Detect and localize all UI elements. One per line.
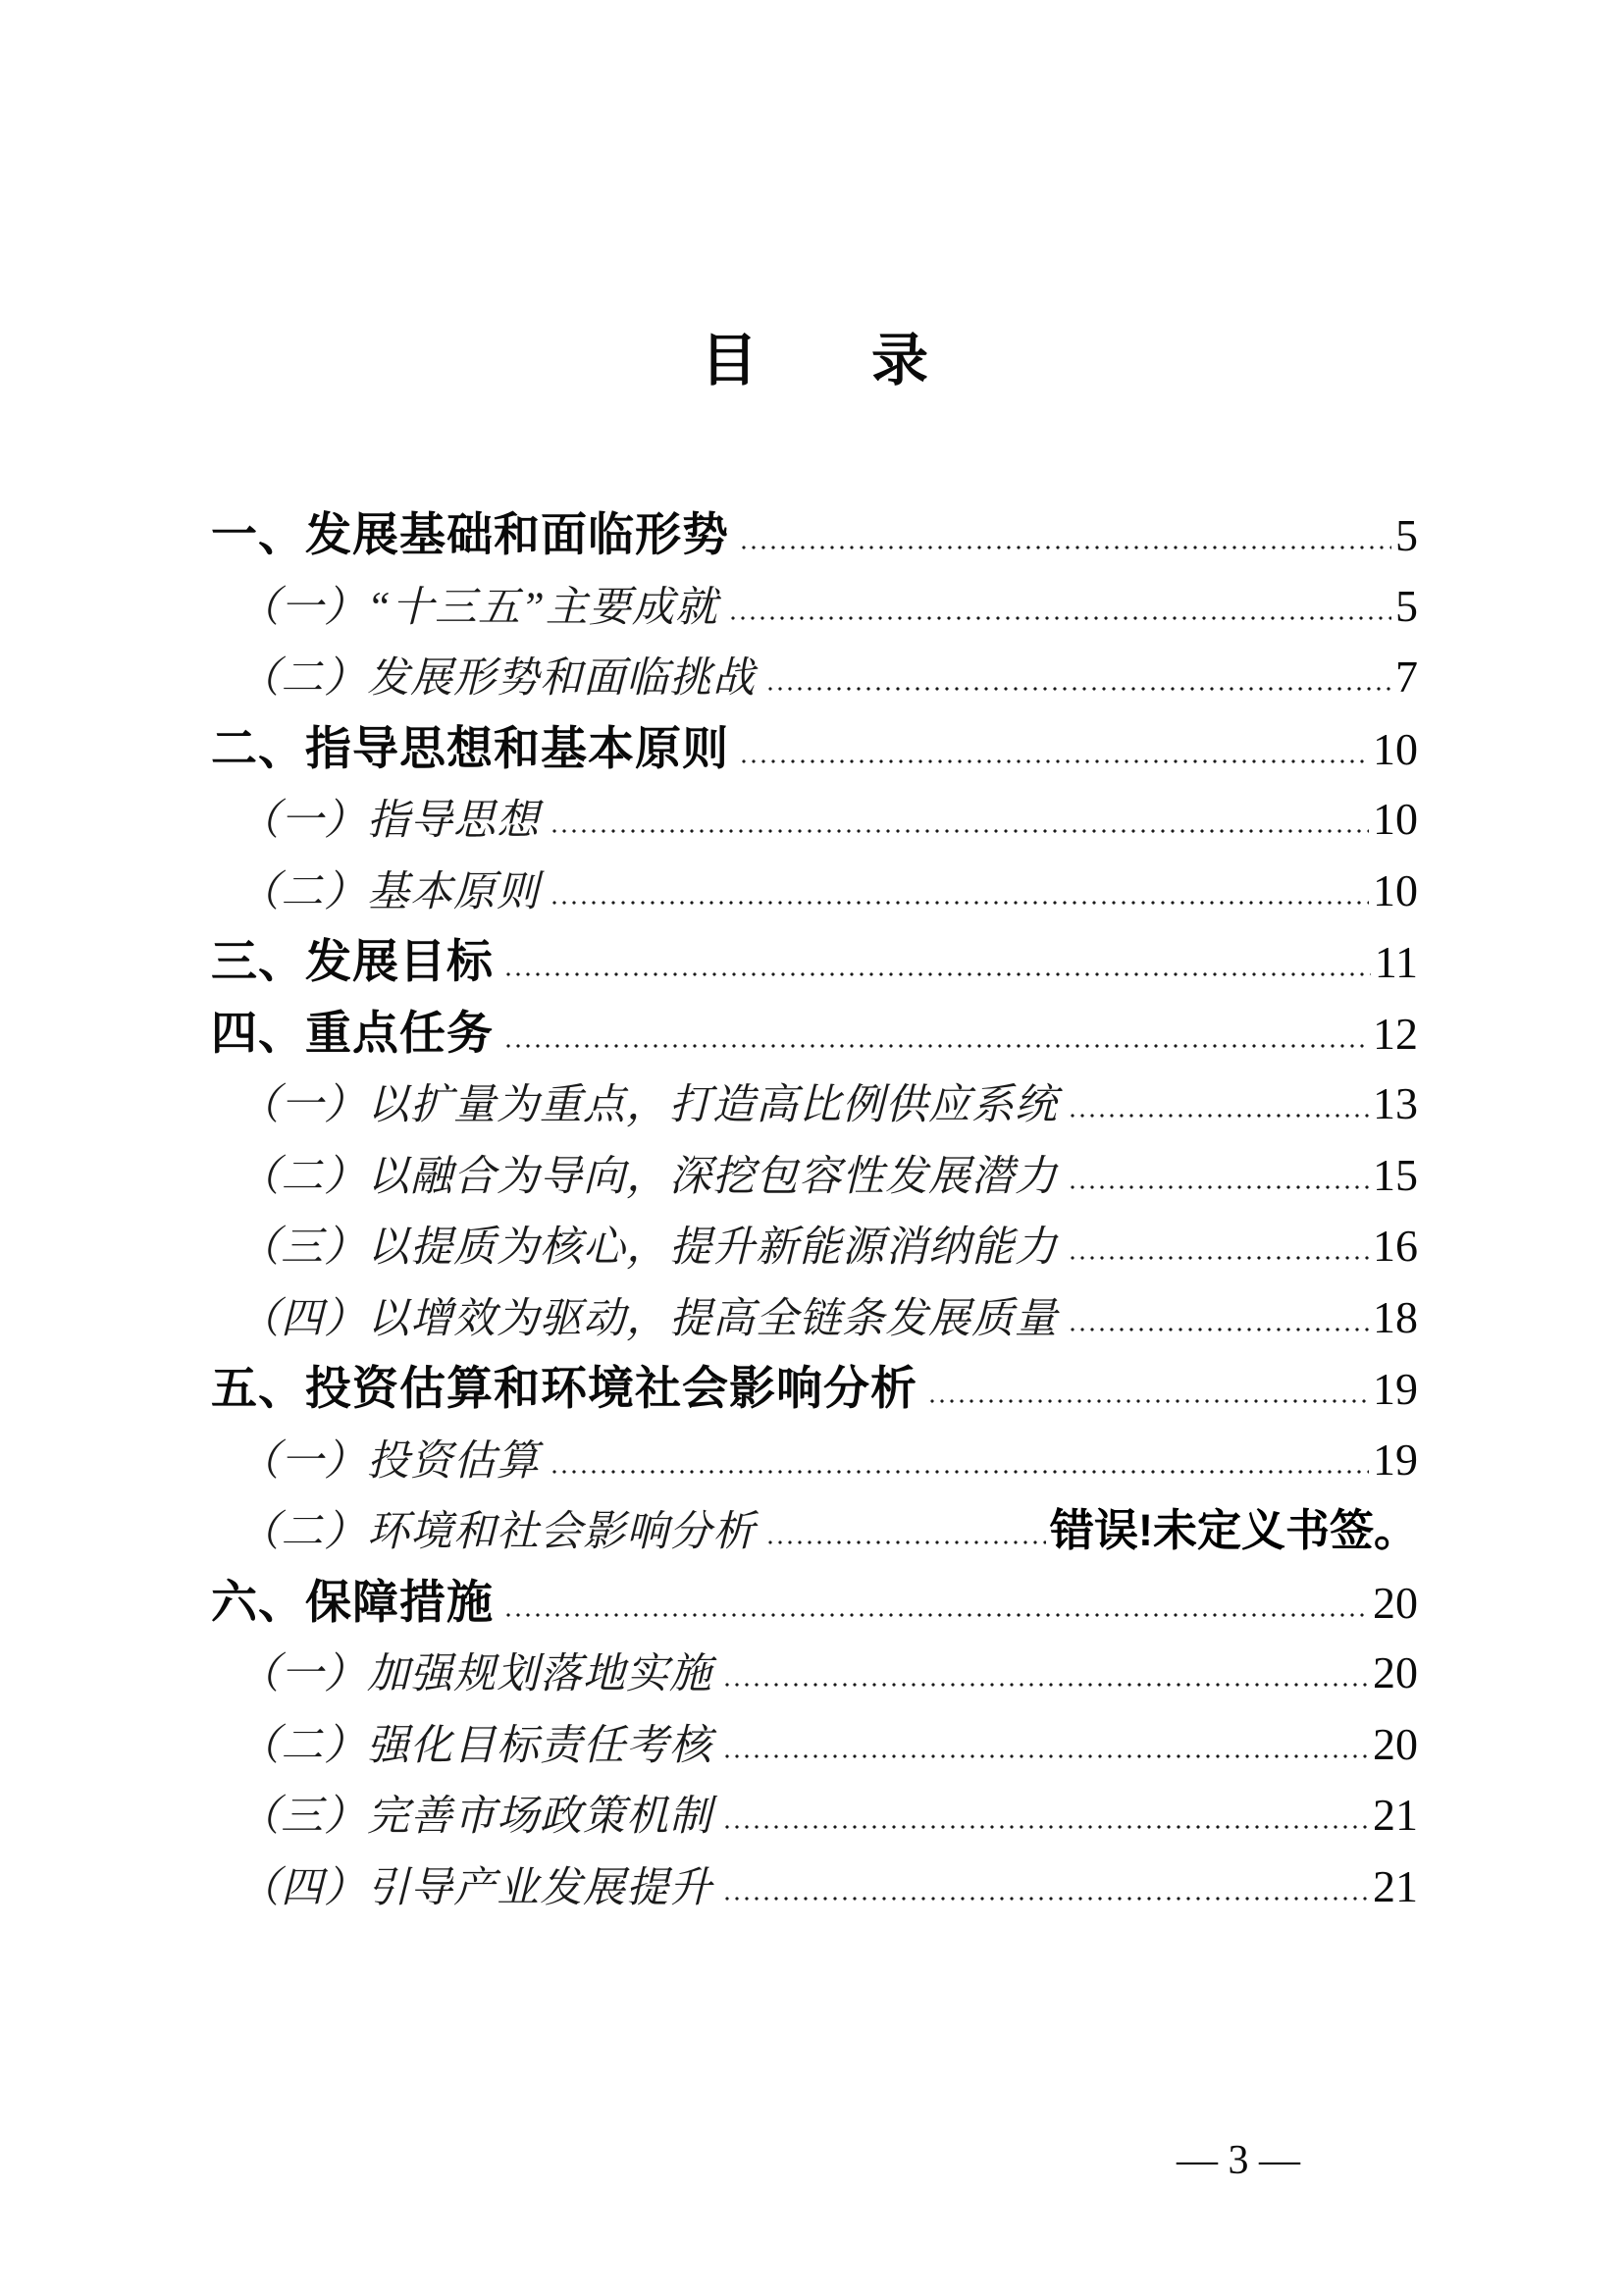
toc-entry[interactable] <box>211 784 1418 856</box>
toc-entry[interactable] <box>211 856 1418 927</box>
toc-entry[interactable] <box>211 499 1418 571</box>
toc-dot-leader <box>722 1896 1369 1902</box>
toc-entry-page: 10 <box>1373 864 1418 915</box>
toc-dot-leader <box>728 615 1391 621</box>
toc-entry[interactable] <box>211 642 1418 713</box>
toc-entry-label: （一）“十三五”主要成就 <box>237 584 718 631</box>
toc-dot-leader <box>503 1043 1369 1049</box>
toc-entry-label: （一）以扩量为重点，打造高比例供应系统 <box>237 1082 1058 1128</box>
toc-entry-label: （三）完善市场政策机制 <box>237 1794 712 1840</box>
toc-entry-page: 5 <box>1395 510 1418 560</box>
toc-entry[interactable] <box>211 713 1418 785</box>
toc-entry-label: （二）环境和社会影响分析 <box>237 1509 756 1555</box>
toc-dot-leader <box>765 1539 1046 1545</box>
toc-entry-page: 18 <box>1373 1291 1418 1342</box>
toc-entry-page: 错误!未定义书签。 <box>1050 1505 1418 1555</box>
toc-dot-leader <box>722 1753 1369 1759</box>
toc-entry-label: （一）加强规划落地实施 <box>237 1651 712 1697</box>
toc-dot-leader <box>739 545 1391 550</box>
toc-entry-page: 12 <box>1373 1008 1418 1059</box>
toc-entry[interactable] <box>211 1425 1418 1496</box>
toc-entry-page: 15 <box>1373 1149 1418 1200</box>
table-of-contents <box>211 499 1418 1922</box>
toc-entry[interactable] <box>211 1140 1418 1212</box>
toc-entry-page: 7 <box>1395 652 1418 702</box>
toc-entry-page: 10 <box>1373 723 1418 774</box>
toc-entry[interactable] <box>211 571 1418 643</box>
toc-dot-leader <box>927 1398 1369 1404</box>
toc-entry-page: 20 <box>1373 1718 1418 1769</box>
toc-entry-page: 20 <box>1373 1577 1418 1628</box>
toc-dot-leader <box>550 900 1369 906</box>
toc-entry-page: 13 <box>1373 1078 1418 1128</box>
toc-entry-label: （一）指导思想 <box>237 798 540 844</box>
toc-dot-leader <box>550 828 1369 834</box>
toc-entry[interactable] <box>211 1852 1418 1923</box>
toc-entry-label: （四）以增效为驱动，提高全链条发展质量 <box>237 1295 1058 1342</box>
toc-entry-label: （四）引导产业发展提升 <box>237 1864 712 1911</box>
toc-dot-leader <box>722 1824 1369 1830</box>
toc-entry[interactable] <box>211 1567 1418 1639</box>
toc-entry-label: （二）发展形势和面临挑战 <box>237 655 756 702</box>
toc-entry-label: 六、保障措施 <box>211 1575 494 1628</box>
toc-entry[interactable] <box>211 1709 1418 1781</box>
toc-dot-leader <box>1068 1327 1369 1332</box>
toc-entry[interactable] <box>211 1495 1418 1567</box>
toc-dot-leader <box>765 686 1391 692</box>
toc-entry-page: 5 <box>1395 580 1418 631</box>
toc-entry-label: 一、发展基础和面临形势 <box>211 508 729 560</box>
toc-entry-page: 20 <box>1373 1647 1418 1697</box>
toc-entry-page: 21 <box>1373 1860 1418 1911</box>
toc-dot-leader <box>503 1612 1369 1618</box>
toc-entry-label: 三、发展目标 <box>211 935 494 987</box>
toc-dot-leader <box>1068 1113 1369 1119</box>
toc-entry-page: 16 <box>1373 1221 1418 1271</box>
page-title: 目 录 <box>700 329 928 392</box>
footer-page-number: — 3 — <box>1177 2138 1300 2183</box>
page-footer <box>1135 2096 1300 2225</box>
toc-entry[interactable] <box>211 998 1418 1069</box>
toc-entry-page: 19 <box>1373 1434 1418 1485</box>
toc-entry[interactable] <box>211 1353 1418 1425</box>
toc-entry[interactable] <box>211 1780 1418 1852</box>
toc-entry-page: 11 <box>1374 937 1418 987</box>
toc-entry[interactable] <box>211 926 1418 998</box>
toc-entry-label: 二、指导思想和基本原则 <box>211 721 729 774</box>
toc-dot-leader <box>722 1682 1369 1688</box>
toc-entry[interactable] <box>211 1069 1418 1140</box>
toc-entry-label: 四、重点任务 <box>211 1006 494 1059</box>
toc-entry[interactable] <box>211 1638 1418 1709</box>
toc-entry-label: （二）基本原则 <box>237 868 540 915</box>
toc-entry-label: （一）投资估算 <box>237 1437 540 1485</box>
toc-dot-leader <box>550 1469 1369 1475</box>
toc-dot-leader <box>503 971 1371 977</box>
toc-entry[interactable] <box>211 1211 1418 1282</box>
toc-dot-leader <box>1068 1184 1369 1190</box>
toc-entry-label: （二）强化目标责任考核 <box>237 1722 712 1769</box>
toc-entry[interactable] <box>211 1282 1418 1354</box>
toc-entry-page: 21 <box>1373 1790 1418 1840</box>
toc-entry-label: （二）以融合为导向，深挖包容性发展潜力 <box>237 1153 1058 1200</box>
toc-entry-page: 10 <box>1373 794 1418 844</box>
toc-dot-leader <box>1068 1255 1369 1261</box>
toc-entry-page: 19 <box>1373 1364 1418 1414</box>
toc-entry-label: （三）以提质为核心，提升新能源消纳能力 <box>237 1225 1058 1271</box>
toc-dot-leader <box>739 758 1369 764</box>
toc-entry-label: 五、投资估算和环境社会影响分析 <box>211 1362 917 1414</box>
